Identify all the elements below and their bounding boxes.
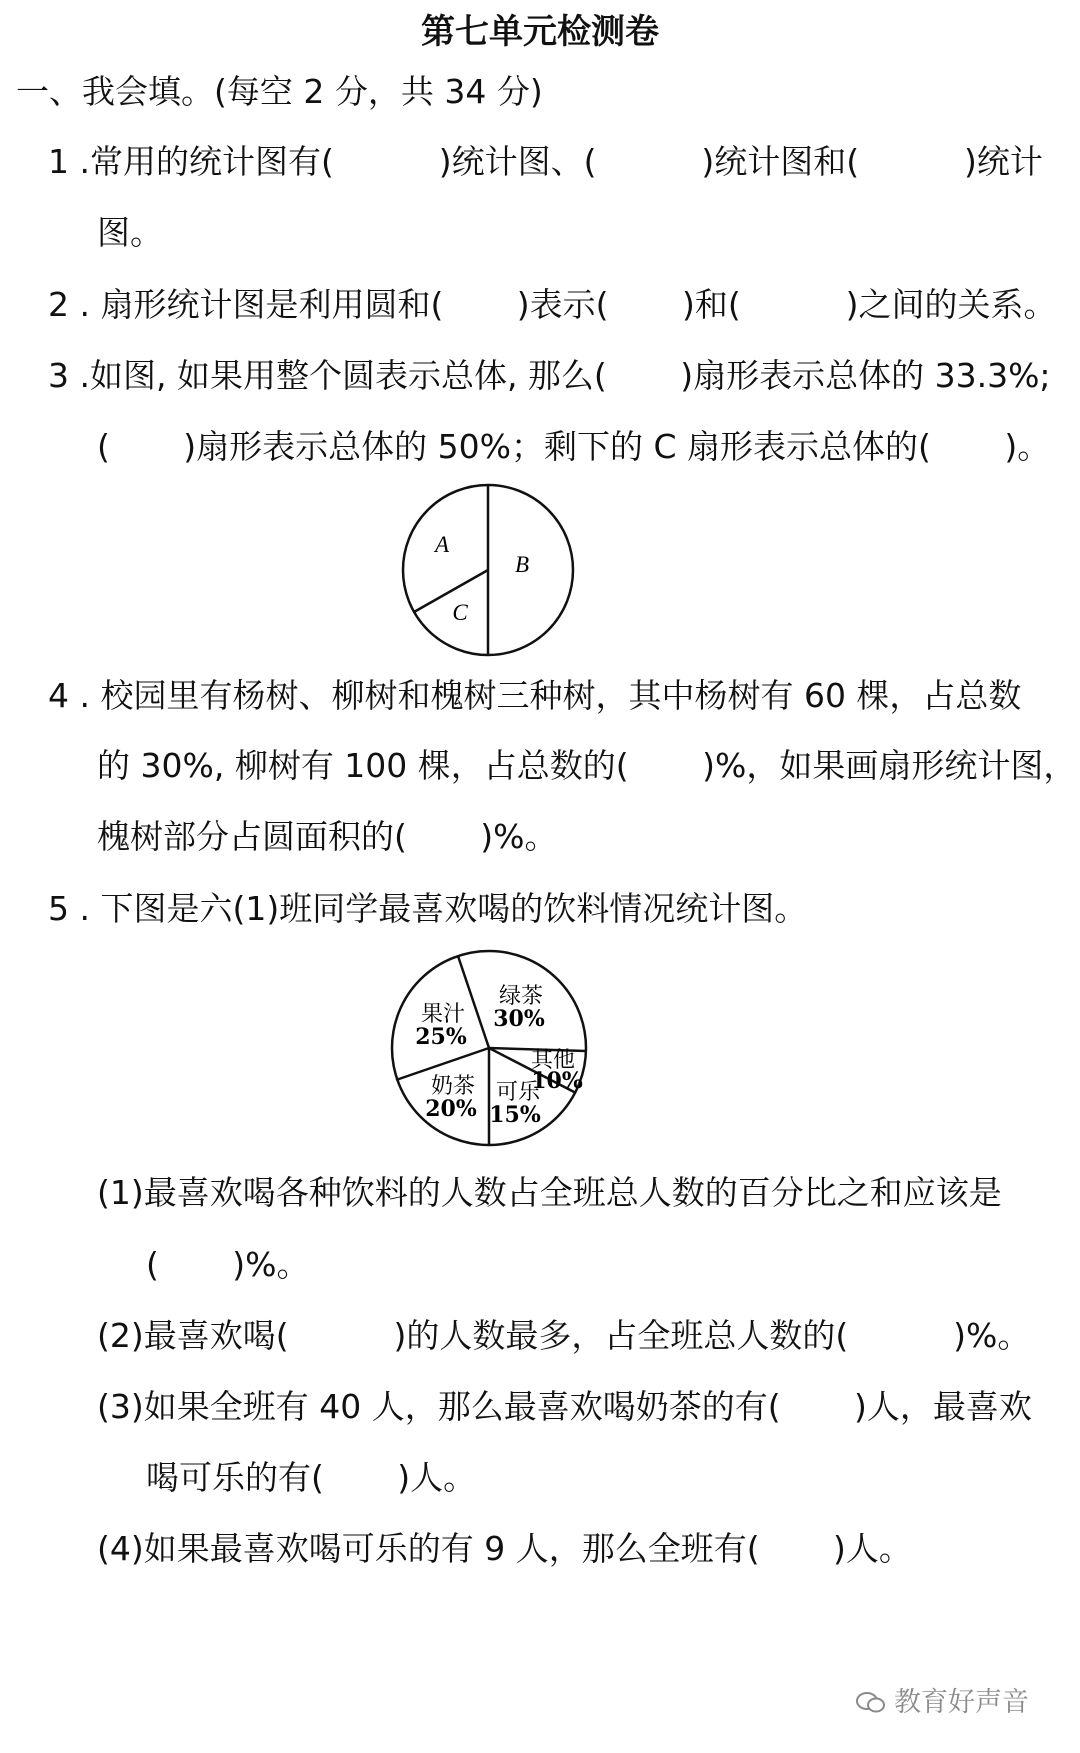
question-5-sub-3-line-1: (3)如果全班有 40 人，那么最喜欢喝奶茶的有( )人，最喜欢 — [97, 1387, 1032, 1426]
slice-label-milk-tea: 奶茶 — [430, 1074, 476, 1099]
watermark — [856, 1680, 1029, 1719]
page-title: 第七单元检测卷 — [421, 12, 659, 52]
slice-percent-green-tea: 30% — [493, 1006, 545, 1032]
question-1-line-1: 1 .常用的统计图有( )统计图、( )统计图和( )统计 — [48, 142, 1043, 181]
pie-label-c: C — [452, 600, 468, 625]
question-5-sub-2-line-1: (2)最喜欢喝( )的人数最多，占全班总人数的( )%。 — [97, 1316, 1031, 1355]
question-2-line-1: 2 . 扇形统计图是利用圆和( )表示( )和( )之间的关系。 — [48, 285, 1057, 324]
watermark-text: 教育好声音 — [894, 1687, 1029, 1718]
drinks-pie-chart — [386, 948, 592, 1148]
question-1-line-2: 图。 — [97, 213, 163, 252]
slice-percent-juice: 25% — [415, 1024, 467, 1050]
abc-pie-chart — [398, 480, 578, 660]
question-5-line-1: 5 . 下图是六(1)班同学最喜欢喝的饮料情况统计图。 — [48, 889, 808, 928]
slice-percent-cola: 15% — [489, 1102, 541, 1128]
question-4-line-3: 槐树部分占圆面积的( )%。 — [97, 817, 558, 856]
question-4-line-2: 的 30%, 柳树有 100 棵，占总数的( )%，如果画扇形统计图， — [97, 746, 1077, 785]
question-5-sub-4-line-1: (4)如果最喜欢喝可乐的有 9 人，那么全班有( )人。 — [97, 1529, 912, 1568]
slice-label-other: 其他 — [530, 1048, 576, 1073]
question-3-line-1: 3 .如图, 如果用整个圆表示总体, 那么( )扇形表示总体的 33.3%; — [48, 356, 1051, 395]
question-3-line-2: ( )扇形表示总体的 50%；剩下的 C 扇形表示总体的( )。 — [97, 427, 1051, 466]
abc-pie-divider — [414, 570, 488, 612]
slice-percent-milk-tea: 20% — [425, 1096, 477, 1122]
pie-label-a: A — [434, 532, 450, 557]
question-5-sub-3-line-2: 喝可乐的有( )人。 — [146, 1458, 477, 1497]
question-5-sub-1-line-1: (1)最喜欢喝各种饮料的人数占全班总人数的百分比之和应该是 — [97, 1173, 1002, 1212]
pie-label-b: B — [514, 552, 530, 577]
slice-percent-other: 10% — [531, 1068, 583, 1094]
slice-label-cola: 可乐 — [495, 1080, 541, 1105]
question-5-sub-1-line-2: ( )%。 — [146, 1245, 310, 1284]
slice-label-green-tea: 绿茶 — [498, 984, 544, 1009]
chat-bubble-icon — [856, 1691, 886, 1715]
slice-label-juice: 果汁 — [420, 1002, 466, 1027]
section-1-header: 一、我会填。(每空 2 分，共 34 分) — [16, 72, 543, 111]
question-4-line-1: 4 . 校园里有杨树、柳树和槐树三种树，其中杨树有 60 棵，占总数 — [48, 676, 1022, 715]
